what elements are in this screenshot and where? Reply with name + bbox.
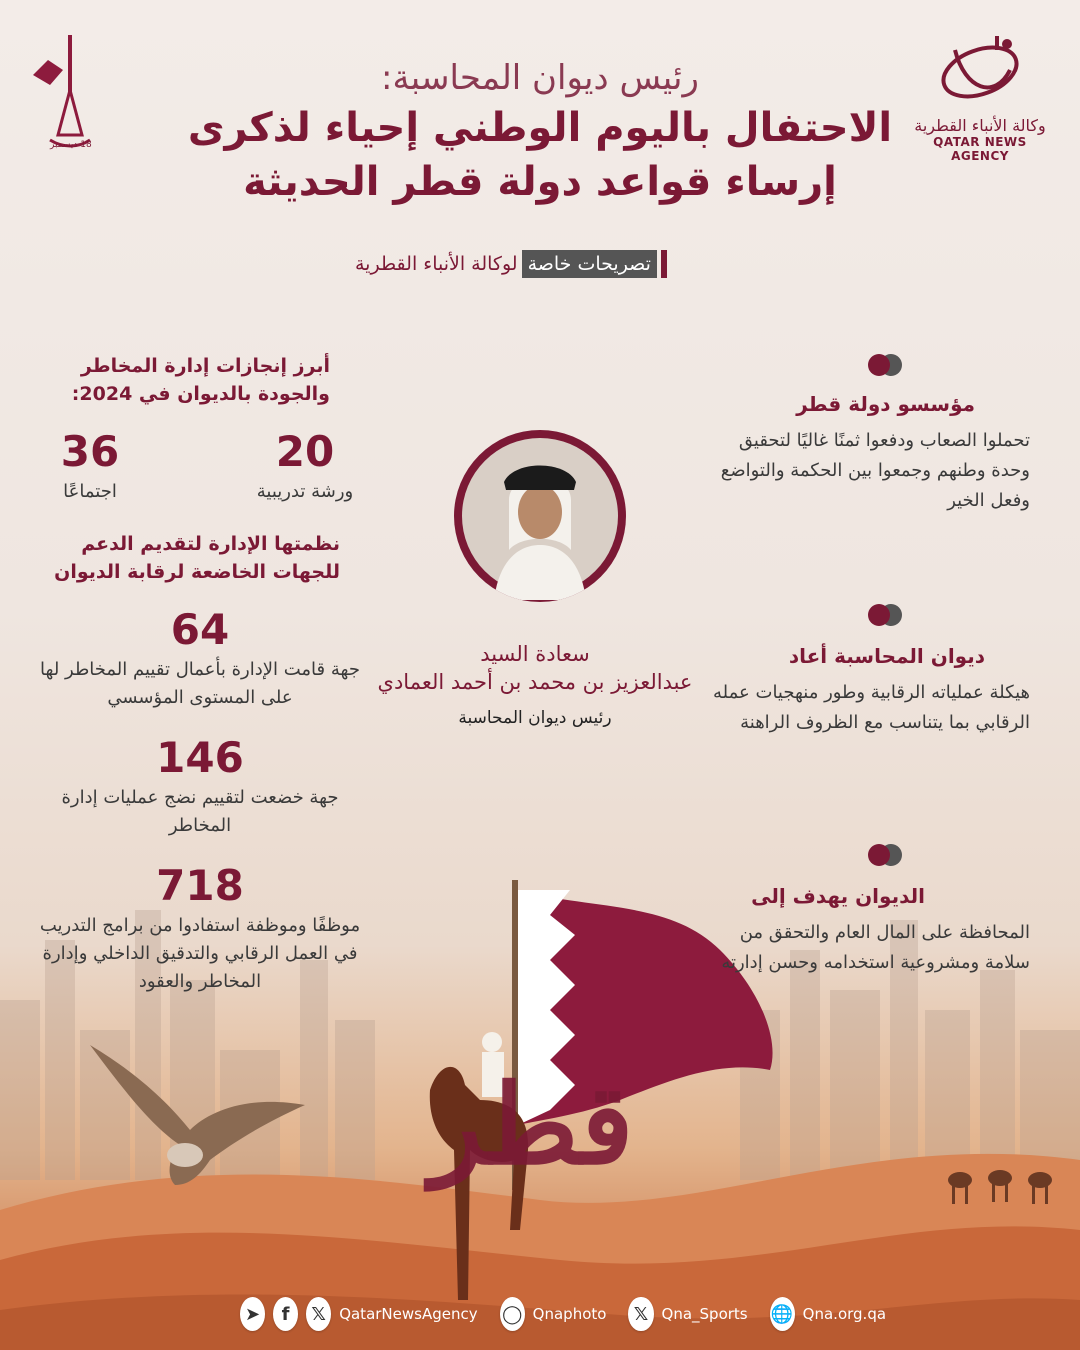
person-name: عبدالعزيز بن محمد بن أحمد العمادي: [377, 670, 693, 694]
facebook-icon[interactable]: f: [273, 1297, 298, 1331]
person-title: سعادة السيد: [480, 642, 590, 666]
stat-meetings: [30, 426, 150, 506]
stat-label: اجتماعًا: [63, 481, 117, 502]
bullet-dots-3: [868, 844, 908, 866]
stat-text: جهة خضعت لتقييم نضج عمليات إدارة المخاطر: [61, 787, 339, 836]
x-icon[interactable]: 𝕏: [628, 1297, 653, 1331]
right-item-heading: الديوان يهدف إلى: [751, 884, 925, 908]
stat-146: [40, 732, 360, 840]
stat-number: 36: [60, 427, 120, 476]
person-silhouette-icon: [454, 430, 626, 602]
bullet-dots-1: [868, 354, 908, 376]
left-heading-block: [40, 352, 330, 408]
handle-sports[interactable]: Qna_Sports: [661, 1305, 748, 1323]
right-item-3: [700, 884, 1030, 978]
stat-label: ورشة تدريبية: [256, 481, 354, 502]
falcon-illustration: [80, 1035, 310, 1195]
stat-number: 20: [275, 427, 335, 476]
website-link[interactable]: Qna.org.qa: [802, 1305, 887, 1323]
right-item-2: [700, 644, 1030, 738]
stat-number: 718: [156, 861, 244, 910]
tag-bar: [661, 250, 667, 278]
instagram-icon[interactable]: ◯: [500, 1297, 525, 1331]
handle-photo[interactable]: Qnaphoto: [532, 1305, 607, 1323]
national-day-date: 18 ديسمبر: [50, 140, 92, 150]
right-item-1: [700, 392, 1030, 516]
stat-number: 146: [156, 733, 244, 782]
headline-line-3: إرساء قواعد دولة قطر الحديثة: [243, 159, 837, 205]
tag-highlight: تصريحات خاصة: [522, 250, 657, 278]
official-portrait: [454, 430, 626, 602]
handle-main[interactable]: QatarNewsAgency: [339, 1305, 478, 1323]
bullet-dots-2: [868, 604, 908, 626]
headline-line-1: رئيس ديوان المحاسبة:: [381, 58, 699, 98]
stat-718: [30, 860, 370, 996]
stat-64: [30, 604, 370, 712]
qatar-calligraphy: قطر: [430, 1060, 634, 1189]
qna-name-english: QATAR NEWS AGENCY: [933, 135, 1027, 163]
stat-text: جهة قامت الإدارة بأعمال تقييم المخاطر لها على المستوى المؤسسي: [40, 659, 360, 708]
achievements-heading: أبرز إنجازات إدارة المخاطر والجودة بالديوان في 2024:: [71, 355, 330, 405]
headline-line-2: الاحتفال باليوم الوطني إحياء لذكرى: [187, 105, 893, 151]
x-icon[interactable]: 𝕏: [306, 1297, 331, 1331]
support-text-block: [40, 530, 340, 586]
right-item-body: المحافظة على المال العام والتحقق من سلامة ومشروعية استخدامه وحسن إدارته: [721, 922, 1030, 973]
stat-text: موظفًا وموظفة استفادوا من برامج التدريب في العمل الرقابي والتدقيق الداخلي وإدارة المخاطر والعقود: [39, 915, 361, 992]
qna-emblem-icon: [935, 30, 1025, 110]
stat-number: 64: [170, 605, 230, 654]
tag-text: لوكالة الأنباء القطرية: [355, 253, 518, 275]
globe-icon[interactable]: 🌐: [770, 1297, 795, 1331]
right-item-heading: ديوان المحاسبة أعاد: [788, 644, 985, 668]
social-footer: [240, 1292, 900, 1336]
qna-logo: [910, 30, 1050, 163]
telegram-icon[interactable]: ➤: [240, 1297, 265, 1331]
person-role: رئيس ديوان المحاسبة: [458, 708, 612, 728]
camel-caravan: [940, 1150, 1080, 1210]
right-item-body: هيكلة عملياته الرقابية وطور منهجيات عمله الرقابي بما يتناسب مع الظروف الراهنة: [713, 682, 1030, 733]
exclusive-tag: [355, 250, 667, 278]
right-item-heading: مؤسسو دولة قطر: [796, 392, 975, 416]
support-text: نظمتها الإدارة لتقديم الدعم للجهات الخاضعة لرقابة الديوان: [54, 533, 340, 583]
headline: [180, 55, 900, 209]
stat-workshops: [240, 426, 370, 506]
right-item-body: تحملوا الصعاب ودفعوا ثمنًا غاليًا لتحقيق وحدة وطنهم وجمعوا بين الحكمة والتواضع وفعل الخير: [720, 430, 1030, 511]
qna-name-arabic: وكالة الأنباء القطرية: [914, 116, 1046, 135]
